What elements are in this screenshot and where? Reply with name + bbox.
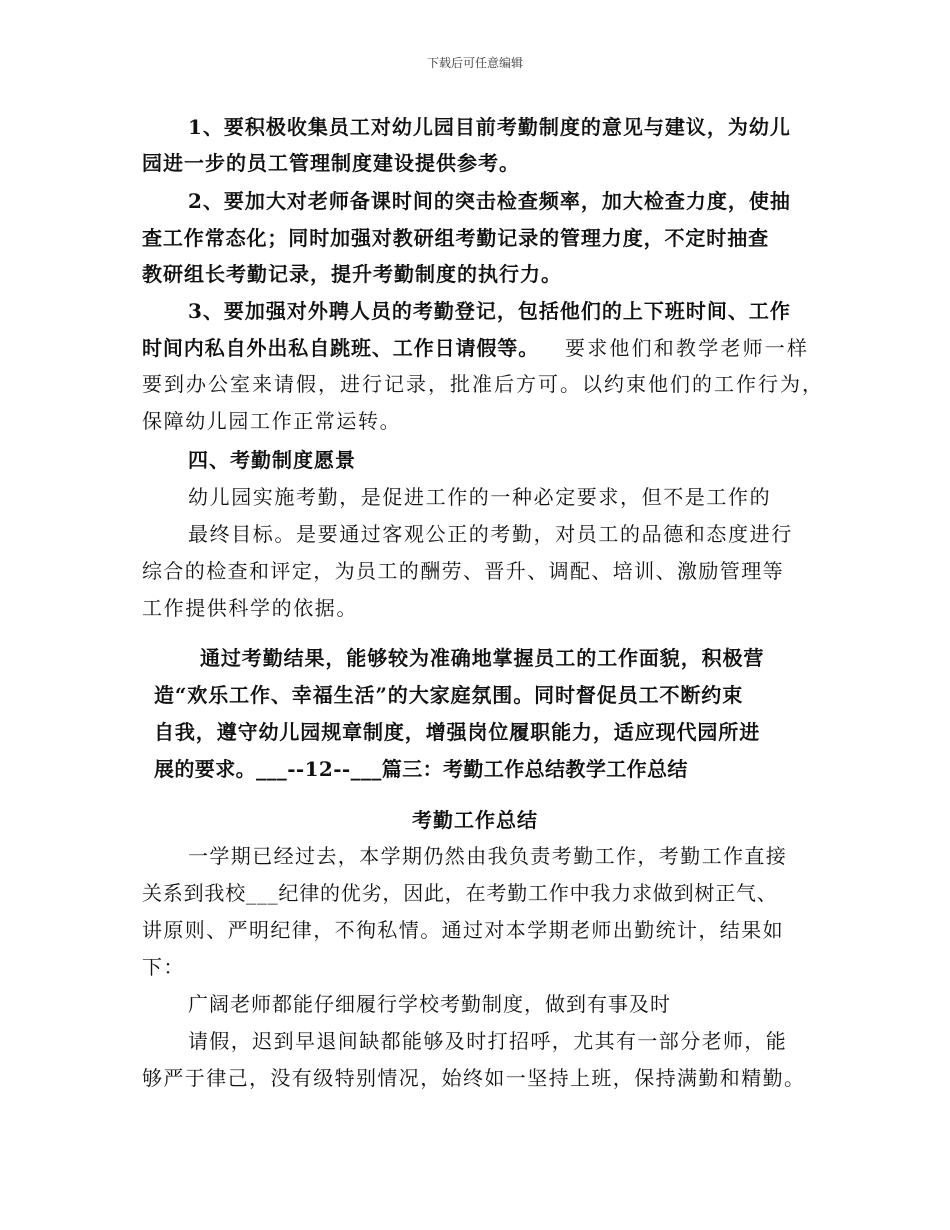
text-line: 展的要求。___--12--___篇三：考勤工作总结教学工作总结 bbox=[154, 757, 688, 781]
text-line: 关系到我校___纪律的优劣，因此，在考勤工作中我力求做到树正气、 bbox=[142, 881, 778, 905]
text-line: 园进一步的员工管理制度建设提供参考。 bbox=[142, 151, 520, 175]
text-line: 一学期已经过去，本学期仍然由我负责考勤工作，考勤工作直接 bbox=[188, 844, 788, 868]
section-heading: 四、考勤制度愿景 bbox=[188, 448, 356, 472]
text-line: 教研组长考勤记录，提升考勤制度的执行力。 bbox=[142, 262, 562, 286]
text-line: 自我，遵守幼儿园规章制度，增强岗位履职能力，适应现代园所进 bbox=[154, 720, 761, 744]
text-line: 2、要加大对老师备课时间的突击检查频率，加大检查力度，使抽 bbox=[188, 189, 791, 213]
text-line: 综合的检查和评定，为员工的酬劳、晋升、调配、培训、激励管理等 bbox=[142, 559, 784, 583]
text-line: 最终目标。是要通过客观公正的考勤，对员工的品德和态度进行 bbox=[188, 522, 793, 546]
text-line: 够严于律己，没有级特别情况，始终如一坚持上班，保持满勤和精勤。 bbox=[142, 1066, 806, 1090]
text-line: 保障幼儿园工作正常运转。 bbox=[142, 409, 402, 433]
text-line: 要到办公室来请假，进行记录，批准后方可。以约束他们的工作行为， bbox=[142, 372, 824, 396]
text-line: 工作提供科学的依据。 bbox=[142, 596, 358, 620]
section-title: 考勤工作总结 bbox=[412, 808, 538, 832]
text-line: 讲原则、严明纪律，不徇私情。通过对本学期老师出勤统计，结果如 bbox=[142, 918, 784, 942]
text-line: 要求他们和教学老师一样 bbox=[565, 336, 810, 360]
text-line: 造“欢乐工作、幸福生活”的大家庭氛围。同时督促员工不断约束 bbox=[154, 683, 744, 707]
text-line: 通过考勤结果，能够较为准确地掌握员工的工作面貌，积极营 bbox=[200, 646, 765, 670]
text-line: 广阔老师都能仔细履行学校考勤制度，做到有事及时 bbox=[188, 992, 671, 1016]
text-line: 请假，迟到早退间缺都能够及时打招呼，尤其有一部分老师，能 bbox=[188, 1029, 788, 1053]
text-line: 幼儿园实施考勤，是促进工作的一种必定要求，但不是工作的 bbox=[188, 485, 772, 509]
text-line: 时间内私自外出私自跳班、工作日请假等。 bbox=[142, 336, 540, 360]
text-line: 3、要加强对外聘人员的考勤登记，包括他们的上下班时间、工作 bbox=[188, 299, 791, 323]
text-line: 1、要积极收集员工对幼儿园目前考勤制度的意见与建议，为幼儿 bbox=[188, 115, 791, 139]
page-header: 下载后可任意编辑 bbox=[426, 56, 523, 70]
text-line: 查工作常态化；同时加强对教研组考勤记录的管理力度，不定时抽查 bbox=[142, 226, 769, 250]
text-line: 下： bbox=[142, 955, 185, 979]
